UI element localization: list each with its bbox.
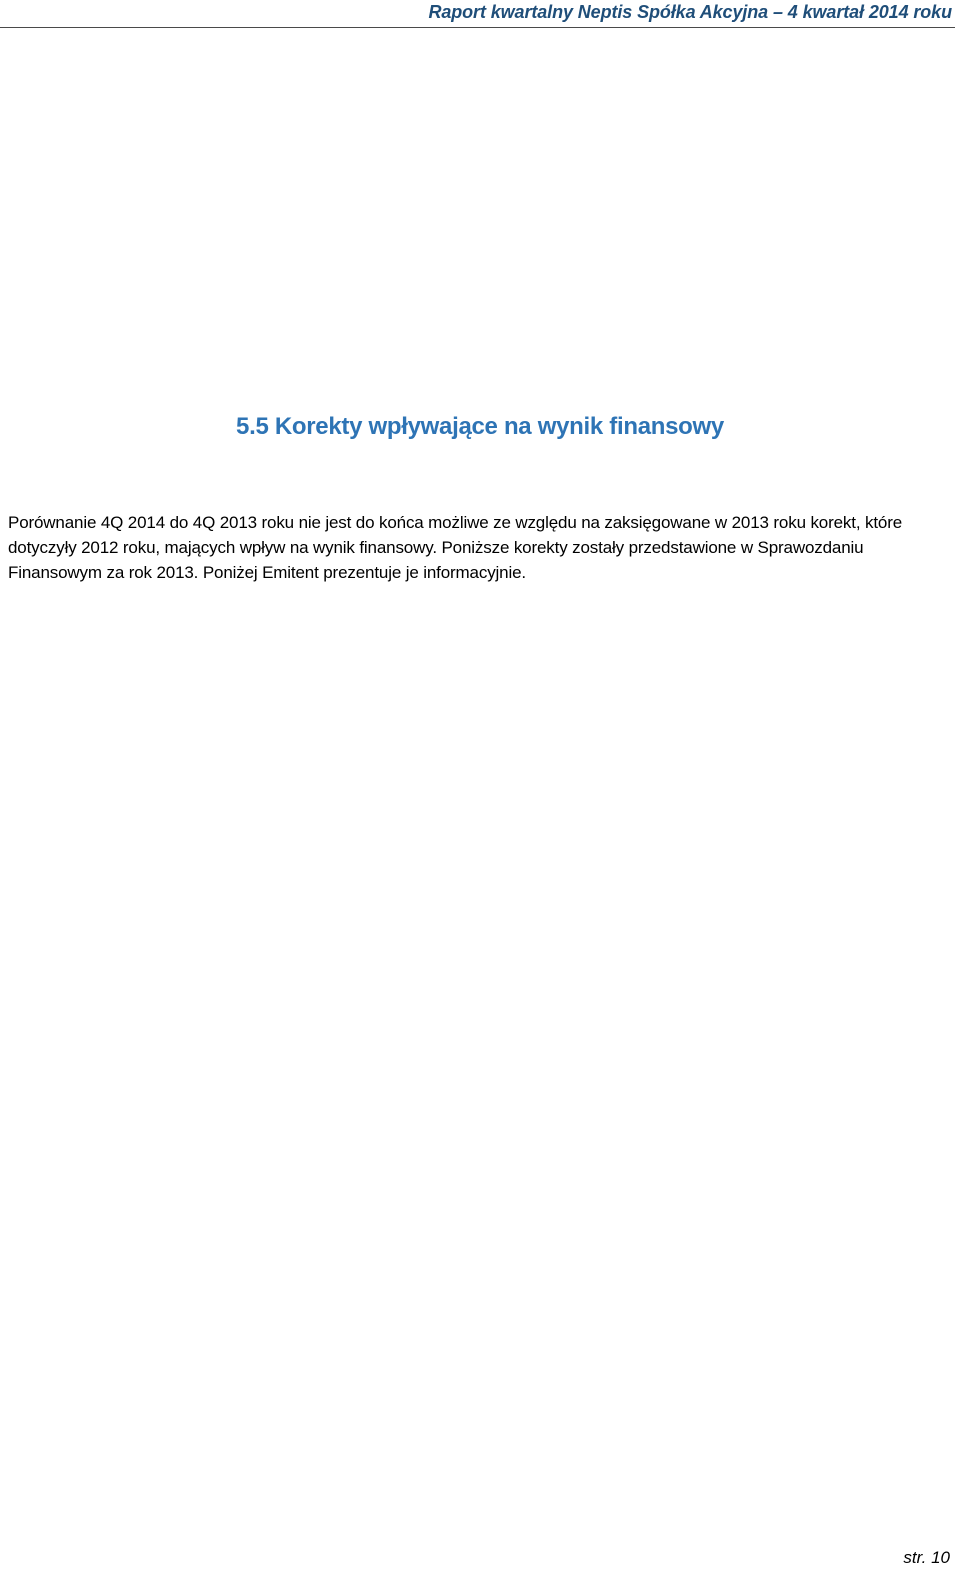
report-title: Raport kwartalny Neptis Spółka Akcyjna – 4 kwartał 2014 roku (428, 2, 952, 22)
page-header (0, 0, 960, 30)
section-title: 5.5 Korekty wpływające na wynik finansowy (236, 413, 724, 440)
page-number: str. 10 (903, 1548, 950, 1567)
header-divider (0, 27, 955, 28)
body-paragraph: Porównanie 4Q 2014 do 4Q 2013 roku nie jest do końca możliwe ze względu na zaksięgowane w 2013 roku korekt, które dotyczyły 2012 roku, mających wpływ na wynik finansowy. Poniższe korekty zostały przedstawione w Sprawozdaniu Finansowym za rok 2013. Poniżej Emitent prezentuje je informacyjnie. (8, 513, 903, 582)
